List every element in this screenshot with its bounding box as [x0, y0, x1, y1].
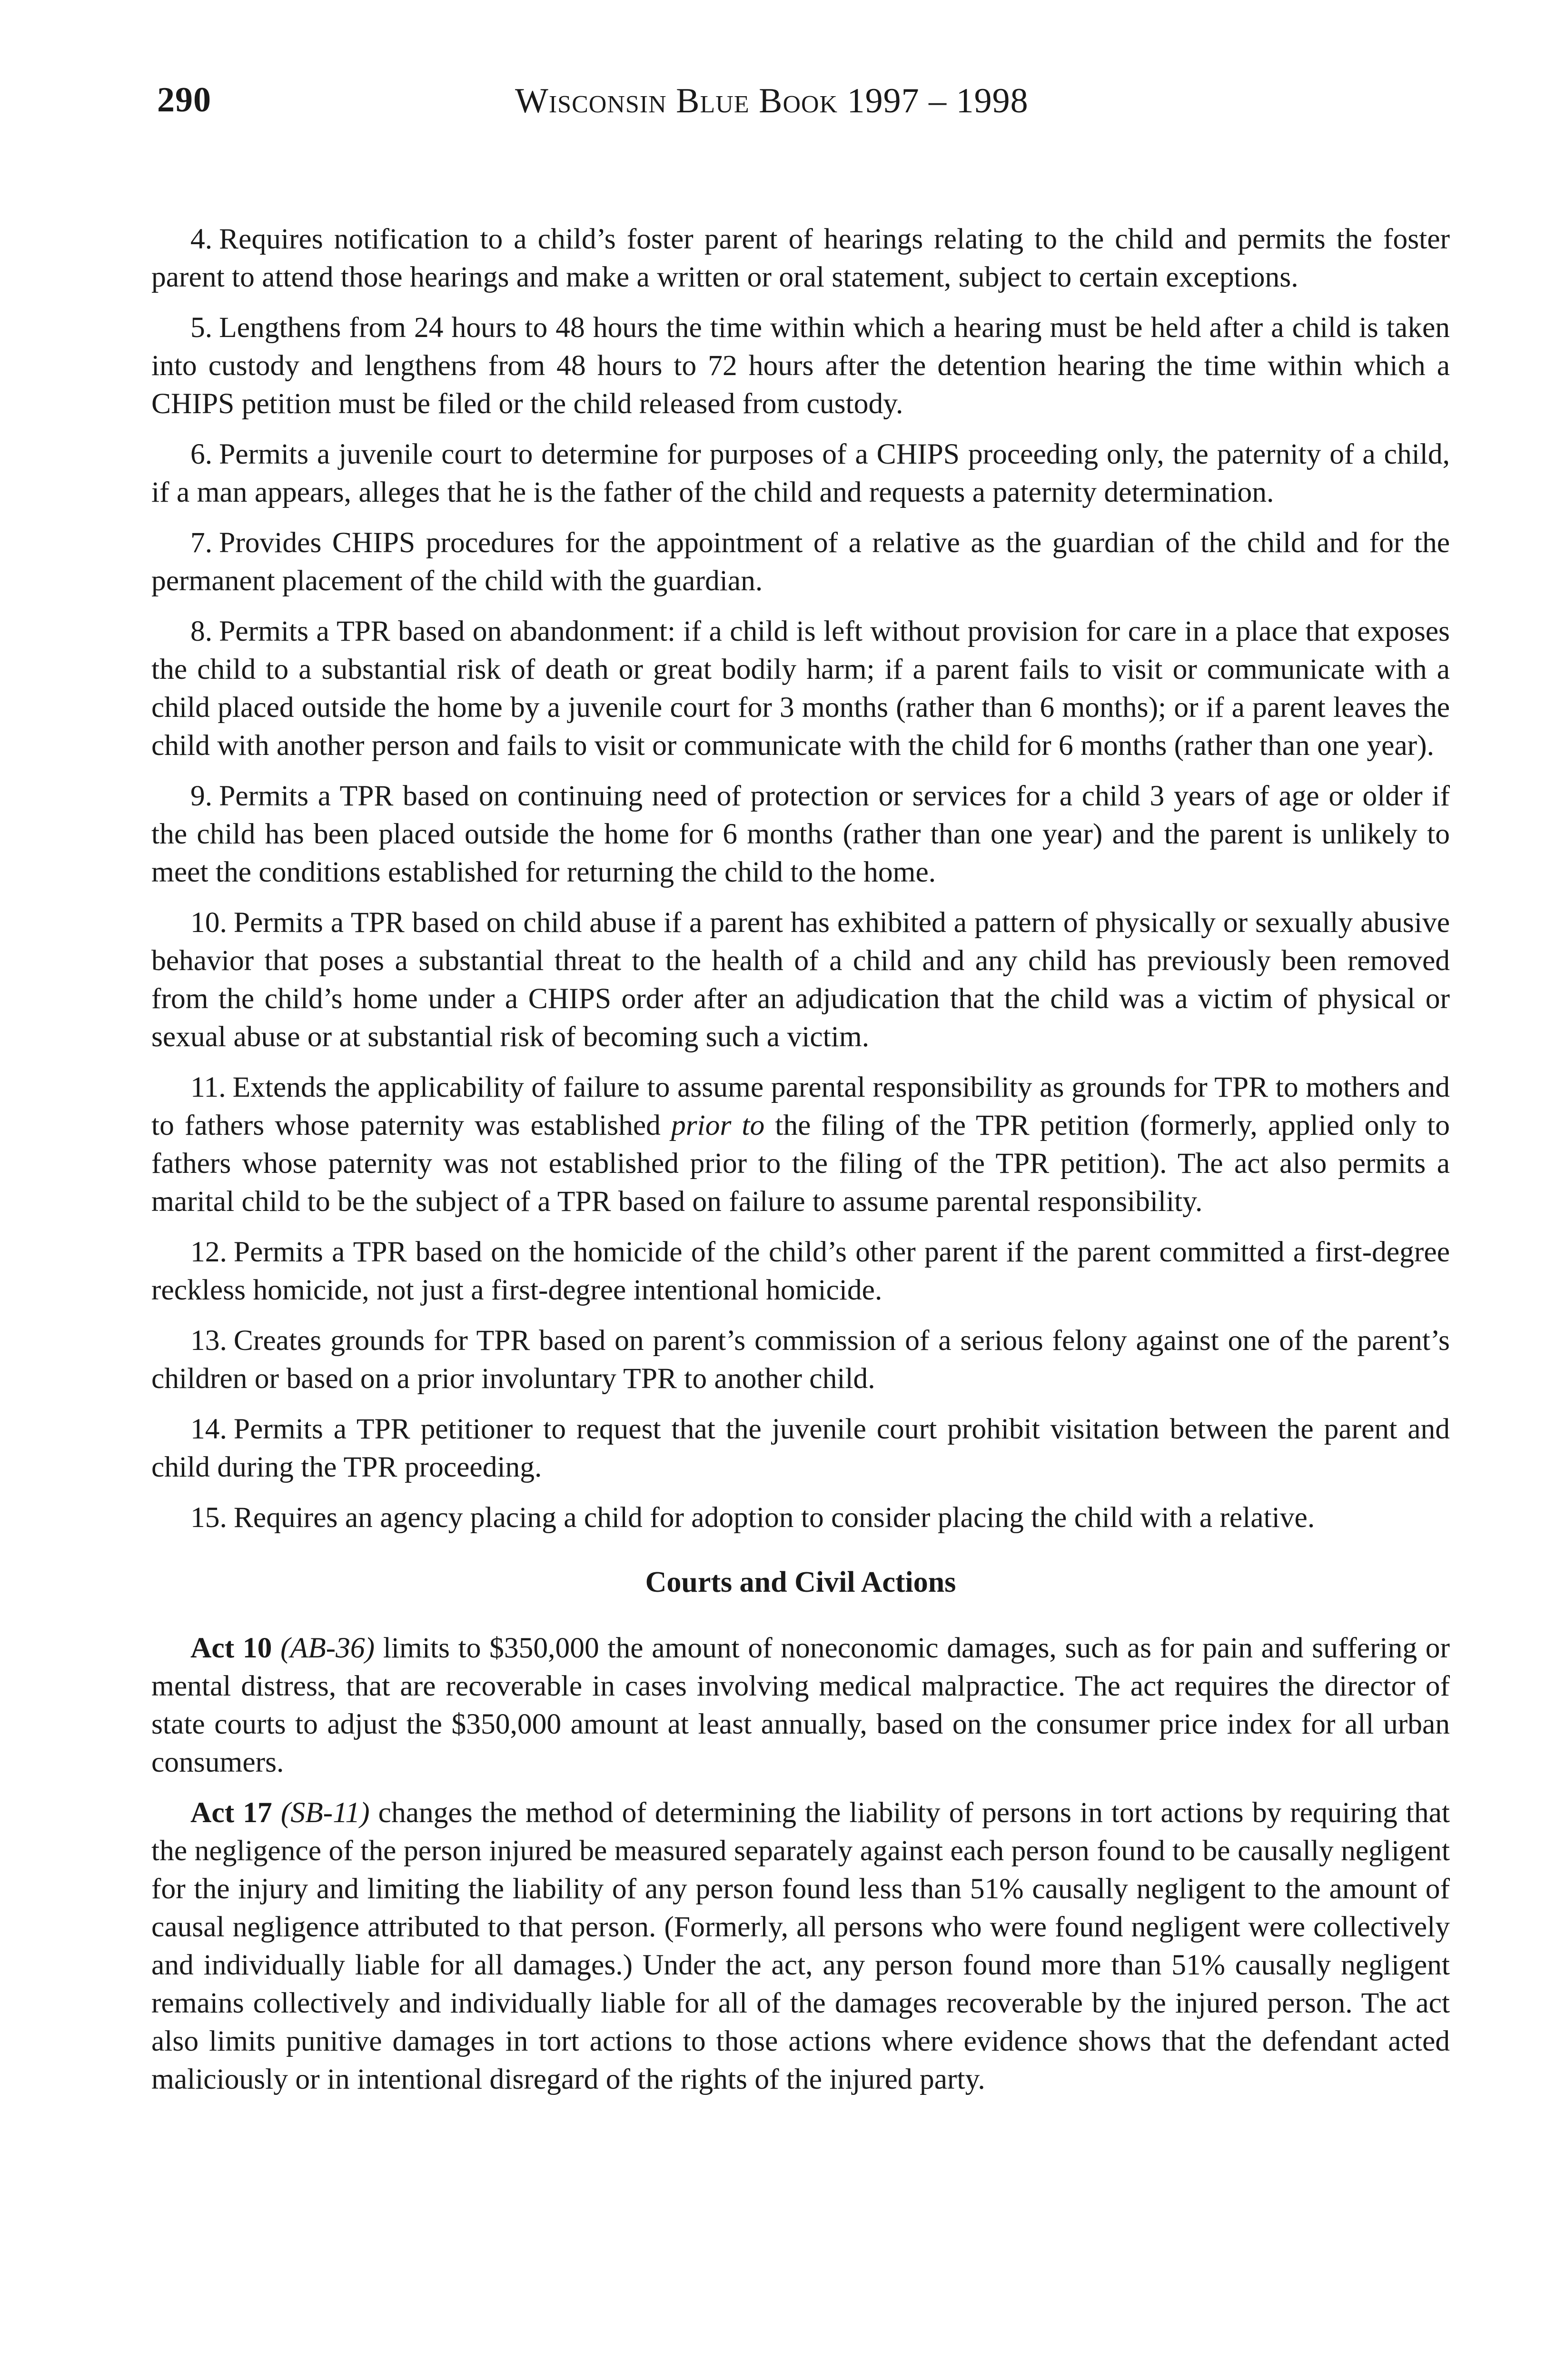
item-text: Permits a TPR based on abandonment: if a child is left without provision for care in a place that exposes the child to a substantial risk of death or great bodily harm; if a parent fails to visit or communicate with a child placed outside the home by a juvenile court for 3 months (rather than 6 months); or if a parent leaves the child with another person and fails to visit or communicate with the child for 6 months (rather than one year). — [151, 615, 1450, 762]
item-text: Provides CHIPS procedures for the appointment of a relative as the guardian of the child and for the permanent placement of the child with the guardian. — [151, 526, 1450, 597]
page-number: 290 — [157, 80, 211, 119]
item-number: 11. — [190, 1071, 226, 1103]
list-item — [151, 435, 1450, 511]
act-label: Act 17 — [190, 1796, 272, 1829]
list-item — [151, 1233, 1450, 1309]
list-item — [151, 612, 1450, 764]
section-heading: Courts and Civil Actions — [645, 1566, 956, 1598]
body-text — [151, 220, 1450, 2111]
item-text-after: the filing of the TPR petition (formerly, applied only to fathers whose paternity was not established prior to the filing of the TPR petition). The act also permits a marital child to be the subject of a TPR based on failure to assume parental responsibility. — [151, 1109, 1450, 1218]
act-label: Act 10 — [190, 1632, 272, 1664]
act-text: limits to $350,000 the amount of noneconomic damages, such as for pain and suffering or mental distress, that are recoverable in cases involving medical malpractice. The act requires the director of state courts to adjust the $350,000 amount at least annually, based on the consumer price index for all urban consumers. — [151, 1632, 1450, 1778]
item-text: Requires notification to a child’s foster parent of hearings relating to the child and permits the foster parent to attend those hearings and make a written or oral statement, subject to certain exceptions. — [151, 223, 1450, 293]
act-paragraph — [151, 1629, 1450, 1781]
item-text: Requires an agency placing a child for adoption to consider placing the child with a relative. — [233, 1501, 1315, 1534]
item-text-before: Extends the applicability of failure to assume parental responsibility as grounds for TPR to mothers and to fathers whose paternity was established — [151, 1071, 1450, 1141]
bill-number: (SB-11) — [280, 1796, 370, 1829]
item-text: Permits a juvenile court to determine for purposes of a CHIPS proceeding only, the paternity of a child, if a man appears, alleges that he is the father of the child and requests a paternity determination. — [151, 438, 1450, 508]
list-item — [151, 777, 1450, 891]
item-text: Permits a TPR based on the homicide of the child’s other parent if the parent committed a first-degree reckless homicide, not just a first-degree intentional homicide. — [151, 1236, 1450, 1306]
list-item — [151, 1068, 1450, 1220]
act-paragraph — [151, 1794, 1450, 2098]
item-number: 5. — [190, 311, 213, 344]
item-text: Creates grounds for TPR based on parent’s commission of a serious felony against one of the parent’s children or based on a prior involuntary TPR to another child. — [151, 1324, 1450, 1395]
item-text: Permits a TPR based on child abuse if a parent has exhibited a pattern of physically or sexually abusive behavior that poses a substantial threat to the health of a child and any child has previously been removed from the child’s home under a CHIPS order after an adjudication that the child was a victim of physical or sexual abuse or at substantial risk of becoming such a victim. — [151, 906, 1450, 1053]
item-number: 12. — [190, 1236, 227, 1268]
running-head: Wisconsin Blue Book 1997 – 1998 — [515, 81, 1029, 120]
item-number: 13. — [190, 1324, 227, 1357]
item-emphasis: prior to — [671, 1109, 765, 1141]
item-number: 6. — [190, 438, 213, 470]
item-text: Permits a TPR based on continuing need of protection or services for a child 3 years of age or older if the child has been placed outside the home for 6 months (rather than one year) and the parent is unlikely to meet the conditions established for returning the child to the home. — [151, 780, 1450, 888]
item-number: 8. — [190, 615, 213, 647]
list-item — [151, 1410, 1450, 1486]
page-header — [157, 80, 1442, 132]
list-item — [151, 1498, 1450, 1537]
item-number: 10. — [190, 906, 227, 939]
list-item — [151, 308, 1450, 423]
list-item — [151, 524, 1450, 600]
item-number: 9. — [190, 780, 213, 812]
item-number: 4. — [190, 223, 213, 255]
item-text: Lengthens from 24 hours to 48 hours the time within which a hearing must be held after a child is taken into custody and lengthens from 48 hours to 72 hours after the detention hearing the time within which a CHIPS petition must be filed or the child released from custody. — [151, 311, 1450, 420]
act-text: changes the method of determining the liability of persons in tort actions by requiring that the negligence of the person injured be measured separately against each person found to be causally negligent for the injury and limiting the liability of any person found less than 51% causally negligent to the amount of causal negligence attributed to that person. (Formerly, all persons who were found negligent were collectively and individually liable for all damages.) Under the act, any person found more than 51% causally negligent remains collectively and individually liable for all of the damages recoverable by the injured person. The act also limits punitive damages in tort actions to those actions where evidence shows that the defendant acted maliciously or in intentional disregard of the rights of the injured party. — [151, 1796, 1450, 2095]
item-number: 7. — [190, 526, 213, 559]
list-item — [151, 903, 1450, 1056]
bill-number: (AB-36) — [280, 1632, 375, 1664]
item-text: Permits a TPR petitioner to request that the juvenile court prohibit visitation between the parent and child during the TPR proceeding. — [151, 1413, 1450, 1483]
item-number: 15. — [190, 1501, 227, 1534]
list-item — [151, 1321, 1450, 1398]
item-number: 14. — [190, 1413, 227, 1445]
list-item — [151, 220, 1450, 296]
